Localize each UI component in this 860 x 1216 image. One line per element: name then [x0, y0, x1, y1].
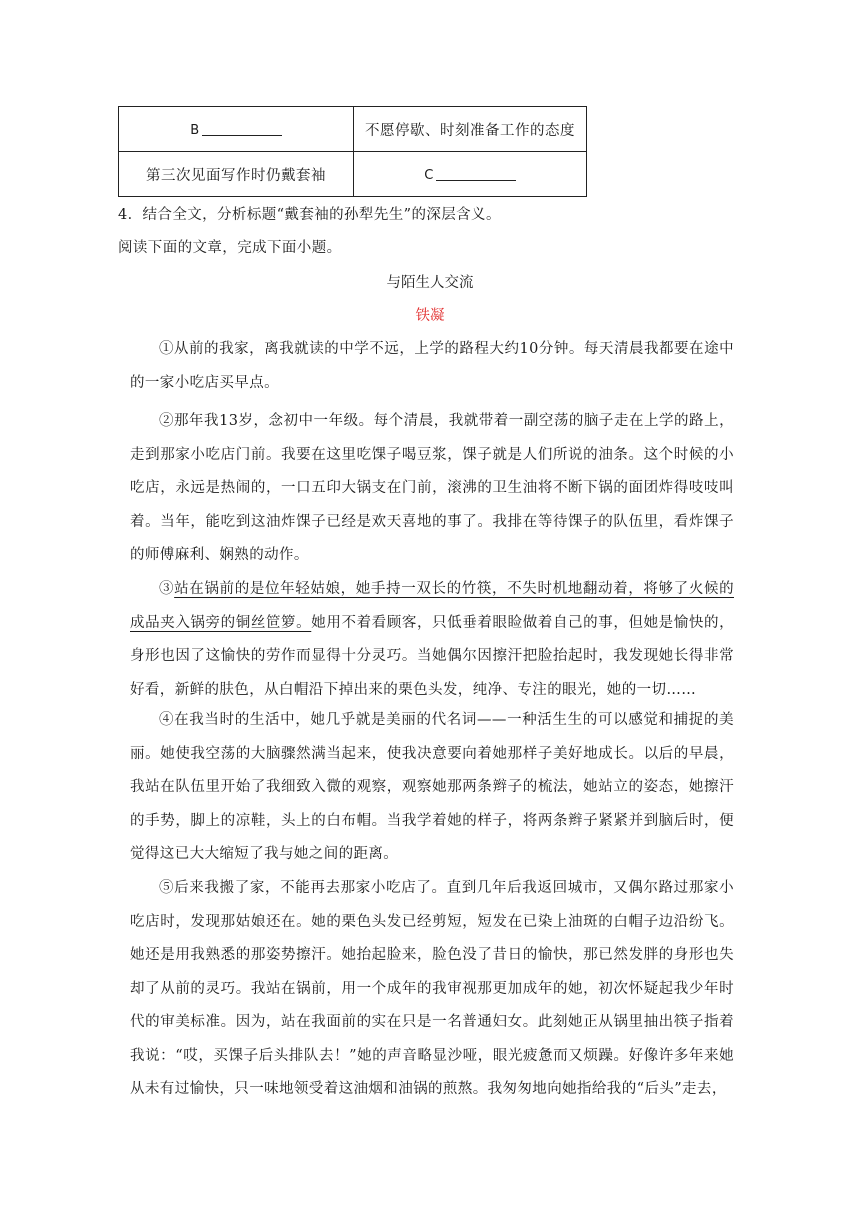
table-row — [119, 152, 587, 197]
paragraph-3 — [130, 573, 734, 707]
reading-instruction: 阅读下面的文章，完成下面小题。 — [118, 240, 342, 256]
underlined-sentence: 站在锅前的是位年轻姑娘，她手持一双长的竹筷，不失时机地翻动着，将够了火候的成品夹入锅旁的铜丝笸箩。 — [130, 581, 734, 631]
table-row — [119, 107, 587, 152]
blank-label-c: C — [424, 167, 434, 183]
blank-label-b: B — [190, 122, 200, 138]
paragraph-1: ①从前的我家，离我就读的中学不远，上学的路程大约10分钟。每天清晨我都要在途中的一家小吃店买早点。 — [130, 341, 734, 391]
table-cell — [119, 107, 354, 152]
answer-table — [118, 106, 587, 197]
question-4: 4．结合全文，分析标题“戴套袖的孙犁先生”的深层含义。 — [118, 207, 501, 223]
paragraph-2: ②那年我13岁，念初中一年级。每个清晨，我就带着一副空荡的脑子走在上学的路上，走到那家小吃店门前。我要在这里吃馃子喝豆浆，馃子就是人们所说的油条。这个时候的小吃店，永远是热闹的，一口五印大锅支在门前，滚沸的卫生油将不断下锅的面团炸得吱吱叫着。当年，能吃到这油炸馃子已经是欢天喜地的事了。我排在等待馃子的队伍里，看炸馃子的师傅麻利、娴熟的动作。 — [130, 413, 734, 563]
table-cell: 不愿停歇、时刻准备工作的态度 — [354, 107, 587, 152]
paragraph-4: ④在我当时的生活中，她几乎就是美丽的代名词——一种活生生的可以感觉和捕捉的美丽。她使我空荡的大脑骤然满当起来，使我决意要向着她那样子美好地成长。以后的早晨，我站在队伍里开始了我细致入微的观察，观察她那两条辫子的梳法，她站立的姿态，她擦汗的手势，脚上的凉鞋，头上的白布帽。当我学着她的样子，将两条辫子紧紧并到脑后时，便觉得这已大大缩短了我与她之间的距离。 — [130, 712, 734, 862]
fill-blank — [202, 121, 282, 136]
paragraph-3-number: ③ — [159, 581, 175, 597]
fill-blank — [436, 166, 516, 181]
article-author: 铁凝 — [415, 308, 445, 324]
table-cell — [354, 152, 587, 197]
paragraph-3-rest: 她用不着看顾客，只低垂着眼睑做着自己的事，但她是愉快的，身形也因了这愉快的劳作而显得十分灵巧。当她偶尔因擦汗把脸抬起时，我发现她长得非常好看，新鲜的肤色，从白帽沿下掉出来的栗色头发，纯净、专注的眼光，她的一切…… — [130, 614, 734, 698]
table-cell: 第三次见面写作时仍戴套袖 — [119, 152, 354, 197]
article-title: 与陌生人交流 — [386, 275, 474, 291]
paragraph-5: ⑤后来我搬了家，不能再去那家小吃店了。直到几年后我返回城市，又偶尔路过那家小吃店时，发现那姑娘还在。她的栗色头发已经剪短，短发在已染上油斑的白帽子边沿纷飞。她还是用我熟悉的那姿势擦汗。她抬起脸来，脸色没了昔日的愉快，那已然发胖的身形也失却了从前的灵巧。我站在锅前，用一个成年的我审视那更加成年的她，初次怀疑起我少年时代的审美标准。因为，站在我面前的实在只是一名普通妇女。此刻她正从锅里抽出筷子指着我说：“哎，买馃子后头排队去！”她的声音略显沙哑，眼光疲惫而又烦躁。好像许多年来她从未有过愉快，只一味地领受着这油烟和油锅的煎熬。我匆匆地向她指给我的“后头”走去， — [130, 880, 734, 1097]
